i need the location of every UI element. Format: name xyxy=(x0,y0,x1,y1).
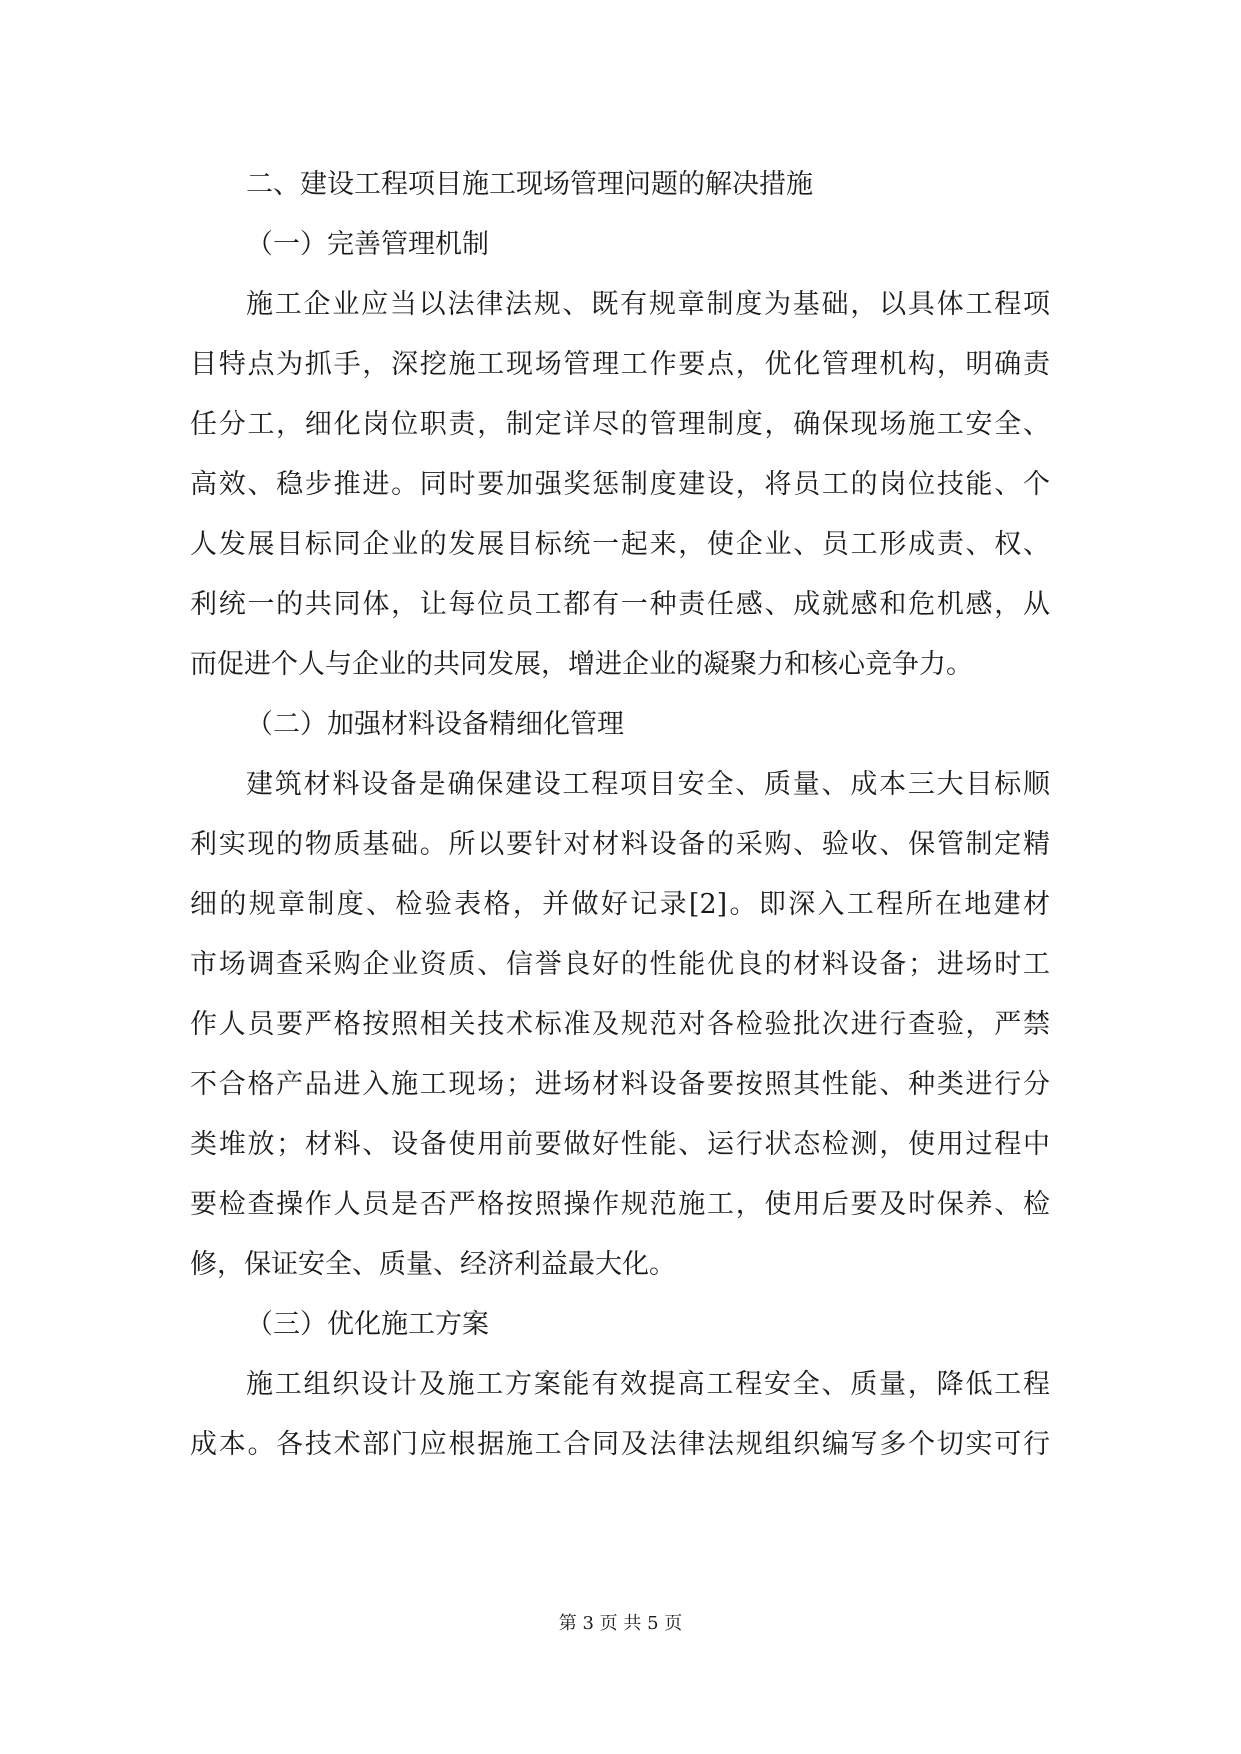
paragraph-line: 目特点为抓手，深挖施工现场管理工作要点，优化管理机构，明确责 xyxy=(190,349,1050,380)
paragraph-line: 高效、稳步推进。同时要加强奖惩制度建设，将员工的岗位技能、个 xyxy=(190,469,1050,500)
paragraph-line: 施工组织设计及施工方案能有效提高工程安全、质量，降低工程 xyxy=(246,1369,1050,1400)
section-heading: （一）完善管理机制 xyxy=(246,229,489,260)
paragraph-line: 要检查操作人员是否严格按照操作规范施工，使用后要及时保养、检 xyxy=(190,1189,1050,1220)
paragraph-line: 作人员要严格按照相关技术标准及规范对各检验批次进行查验，严禁 xyxy=(190,1009,1050,1040)
paragraph-line: 利统一的共同体，让每位员工都有一种责任感、成就感和危机感，从 xyxy=(190,589,1050,620)
paragraph-line: 修，保证安全、质量、经济利益最大化。 xyxy=(190,1249,676,1280)
paragraph-line: 施工企业应当以法律法规、既有规章制度为基础，以具体工程项 xyxy=(246,289,1050,320)
page-footer: 第 3 页 共 5 页 xyxy=(558,1613,683,1634)
paragraph-line: 利实现的物质基础。所以要针对材料设备的采购、验收、保管制定精 xyxy=(190,829,1050,860)
paragraph-line: 人发展目标同企业的发展目标统一起来，使企业、员工形成责、权、 xyxy=(190,529,1050,560)
paragraph-line: 而促进个人与企业的共同发展，增进企业的凝聚力和核心竞争力。 xyxy=(190,649,973,680)
document-body xyxy=(190,155,1050,1475)
paragraph-line: 任分工，细化岗位职责，制定详尽的管理制度，确保现场施工安全、 xyxy=(190,409,1050,440)
paragraph-line: 市场调查采购企业资质、信誉良好的性能优良的材料设备；进场时工 xyxy=(190,949,1050,980)
paragraph-line: 不合格产品进入施工现场；进场材料设备要按照其性能、种类进行分 xyxy=(190,1069,1050,1100)
paragraph-line: 类堆放；材料、设备使用前要做好性能、运行状态检测，使用过程中 xyxy=(190,1129,1050,1160)
paragraph-line: 细的规章制度、检验表格，并做好记录[2]。即深入工程所在地建材 xyxy=(190,889,1050,920)
section-heading: 二、建设工程项目施工现场管理问题的解决措施 xyxy=(246,169,813,200)
section-heading: （二）加强材料设备精细化管理 xyxy=(246,709,624,740)
section-heading: （三）优化施工方案 xyxy=(246,1309,489,1340)
paragraph-line: 成本。各技术部门应根据施工合同及法律法规组织编写多个切实可行 xyxy=(190,1429,1050,1460)
paragraph-line: 建筑材料设备是确保建设工程项目安全、质量、成本三大目标顺 xyxy=(246,769,1050,800)
